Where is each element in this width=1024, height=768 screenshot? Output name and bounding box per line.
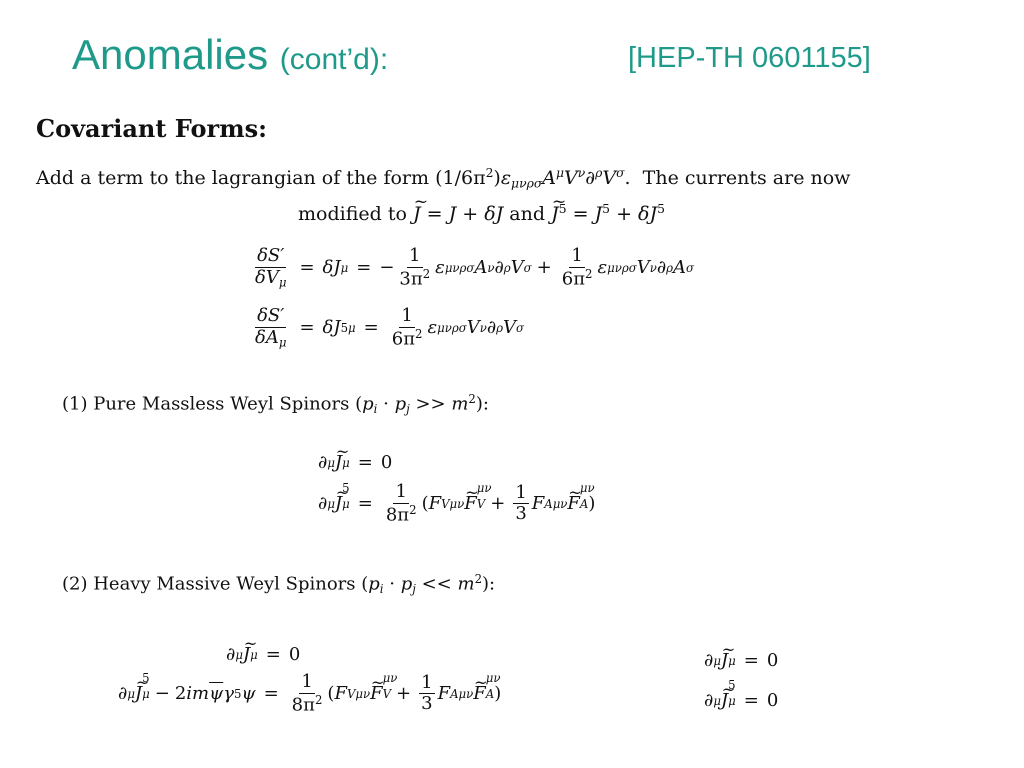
- case-2-heading: (2) Heavy Massive Weyl Spinors $(p_i \cdot p_j << m^2)$:: [62, 572, 496, 596]
- equation-massive-limit-vector: ∂ μ ~ J μ = 0: [704, 650, 778, 671]
- slide-title: [72, 31, 389, 78]
- equation-variation-vector: $\frac{\delta S'}{\delta V_\mu}$ = δJ μ = − $\frac{1}{3\pi^2}$ ε μνρσ A ν ∂ ρ V σ + $\frac{1}{6\pi^2}$ ε μνρσ V ν ∂ ρ A σ: [255, 245, 694, 290]
- paper-reference: [HEP-TH 0601155]: [628, 42, 871, 74]
- equation-variation-axial: $\frac{\delta S'}{\delta A_\mu}$ = δJ 5μ = $\frac{1}{6\pi^2}$ ε μνρσ V ν ∂ ρ V σ: [255, 305, 524, 350]
- equation-massive-vector: ∂ μ ~ J μ = 0: [226, 644, 300, 665]
- intro-line-1: Add a term to the lagrangian of the form $(1/6\pi^2)\varepsilon_{\mu\nu\rho\sigma}A^\mu V^\nu\partial^\rho V^\sigma$. The currents are now: [36, 166, 851, 191]
- section-title: Covariant Forms:: [36, 114, 267, 143]
- equation-massless-axial: ∂ μ ~ J 5 μ = $\frac{1}{8\pi^2}$ ( F Vμν ~ F μν V + $\frac{1}{3}$ F Aμν ~ F μν A ): [318, 482, 595, 526]
- case-1-heading: (1) Pure Massless Weyl Spinors $(p_i \cdot p_j >> m^2)$:: [62, 392, 489, 416]
- equation-massless-vector: ∂ μ ~ J μ = 0: [318, 452, 392, 473]
- equation-massive-limit-axial: ∂ μ ~ J 5 μ = 0: [704, 690, 778, 711]
- equation-massive-axial: ∂ μ ~ J 5 μ − 2 im $\overline{\psi}$ γ 5 ψ = $\frac{1}{8\pi^2}$ ( F Vμν ~ F μν V + $\frac{1}{3}$ F Aμν ~ F μν A ): [118, 672, 501, 716]
- slide-title-sub: (cont’d):: [279, 43, 389, 76]
- intro-line-2: modified to ~ J = J + δJ and ~ $J^5 = J^5 + \delta J^5$: [298, 202, 665, 225]
- slide-title-main: Anomalies: [72, 31, 269, 78]
